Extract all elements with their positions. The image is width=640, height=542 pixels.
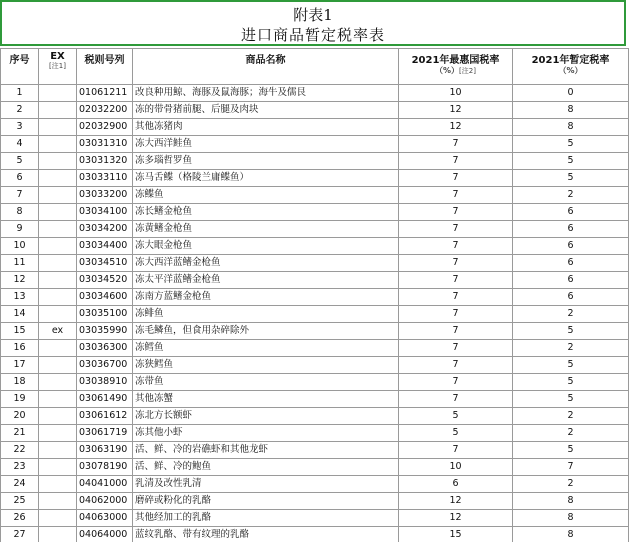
cell-name[interactable]: 冻大西洋鲑鱼 bbox=[133, 136, 399, 153]
cell-name[interactable]: 冻南方蓝鳍金枪鱼 bbox=[133, 289, 399, 306]
cell-code[interactable]: 03034200 bbox=[77, 221, 133, 238]
table-row bbox=[1, 391, 629, 408]
cell-temp-rate[interactable]: 6 bbox=[513, 238, 629, 255]
cell-temp-rate[interactable]: 6 bbox=[513, 255, 629, 272]
cell-temp-rate[interactable]: 2 bbox=[513, 306, 629, 323]
cell-name[interactable]: 冻大眼金枪鱼 bbox=[133, 238, 399, 255]
cell-seq[interactable]: 16 bbox=[1, 340, 39, 357]
cell-mfn-rate[interactable]: 7 bbox=[399, 374, 513, 391]
cell-temp-rate[interactable]: 8 bbox=[513, 493, 629, 510]
cell-temp-rate[interactable]: 2 bbox=[513, 340, 629, 357]
cell-mfn-rate[interactable]: 12 bbox=[399, 119, 513, 136]
cell-code[interactable]: 03031310 bbox=[77, 136, 133, 153]
table-row bbox=[1, 527, 629, 542]
cell-seq[interactable]: 6 bbox=[1, 170, 39, 187]
cell-seq[interactable]: 12 bbox=[1, 272, 39, 289]
cell-ex[interactable] bbox=[39, 408, 77, 425]
cell-ex[interactable] bbox=[39, 391, 77, 408]
cell-temp-rate[interactable]: 5 bbox=[513, 357, 629, 374]
table-row bbox=[1, 272, 629, 289]
cell-seq[interactable]: 18 bbox=[1, 374, 39, 391]
cell-temp-rate[interactable]: 7 bbox=[513, 459, 629, 476]
cell-name[interactable]: 磨碎或粉化的乳酪 bbox=[133, 493, 399, 510]
cell-code[interactable]: 03034100 bbox=[77, 204, 133, 221]
cell-seq[interactable]: 14 bbox=[1, 306, 39, 323]
cell-ex[interactable] bbox=[39, 204, 77, 221]
cell-code[interactable]: 03033200 bbox=[77, 187, 133, 204]
cell-code[interactable]: 03078190 bbox=[77, 459, 133, 476]
cell-temp-rate[interactable]: 6 bbox=[513, 272, 629, 289]
cell-code[interactable]: 03061612 bbox=[77, 408, 133, 425]
cell-ex[interactable] bbox=[39, 136, 77, 153]
table-row bbox=[1, 442, 629, 459]
cell-name[interactable]: 冻马舌鲽（格陵兰庸鲽鱼） bbox=[133, 170, 399, 187]
cell-seq[interactable]: 9 bbox=[1, 221, 39, 238]
cell-temp-rate[interactable]: 8 bbox=[513, 527, 629, 542]
cell-mfn-rate[interactable]: 7 bbox=[399, 391, 513, 408]
cell-code[interactable]: 03034520 bbox=[77, 272, 133, 289]
cell-seq[interactable]: 22 bbox=[1, 442, 39, 459]
cell-name[interactable]: 活、鲜、冷的鲍鱼 bbox=[133, 459, 399, 476]
cell-mfn-rate[interactable]: 15 bbox=[399, 527, 513, 542]
table-row bbox=[1, 374, 629, 391]
cell-seq[interactable]: 1 bbox=[1, 85, 39, 102]
cell-code[interactable]: 04064000 bbox=[77, 527, 133, 542]
cell-ex[interactable] bbox=[39, 170, 77, 187]
cell-name[interactable]: 冻鳕鱼 bbox=[133, 340, 399, 357]
cell-mfn-rate[interactable]: 7 bbox=[399, 289, 513, 306]
cell-mfn-rate[interactable]: 10 bbox=[399, 85, 513, 102]
cell-seq[interactable]: 21 bbox=[1, 425, 39, 442]
table-row bbox=[1, 476, 629, 493]
cell-mfn-rate[interactable]: 7 bbox=[399, 187, 513, 204]
cell-temp-rate[interactable]: 2 bbox=[513, 425, 629, 442]
cell-code[interactable]: 03034510 bbox=[77, 255, 133, 272]
cell-ex[interactable] bbox=[39, 153, 77, 170]
header-code[interactable]: 税则号列 bbox=[77, 49, 133, 85]
cell-name[interactable]: 乳清及改性乳清 bbox=[133, 476, 399, 493]
cell-seq[interactable]: 20 bbox=[1, 408, 39, 425]
cell-name[interactable]: 冻鲱鱼 bbox=[133, 306, 399, 323]
cell-code[interactable]: 04062000 bbox=[77, 493, 133, 510]
cell-temp-rate[interactable]: 8 bbox=[513, 119, 629, 136]
table-row bbox=[1, 102, 629, 119]
cell-code[interactable]: 04041000 bbox=[77, 476, 133, 493]
cell-mfn-rate[interactable]: 7 bbox=[399, 255, 513, 272]
cell-name[interactable]: 冻的带骨猪前腿、后腿及肉块 bbox=[133, 102, 399, 119]
cell-ex[interactable] bbox=[39, 255, 77, 272]
cell-ex[interactable] bbox=[39, 476, 77, 493]
cell-seq[interactable]: 25 bbox=[1, 493, 39, 510]
table-row bbox=[1, 170, 629, 187]
table-row bbox=[1, 493, 629, 510]
header-ex-note: [注1] bbox=[49, 62, 66, 70]
cell-name[interactable]: 冻狭鳕鱼 bbox=[133, 357, 399, 374]
cell-mfn-rate[interactable]: 7 bbox=[399, 136, 513, 153]
table-row bbox=[1, 204, 629, 221]
cell-ex[interactable] bbox=[39, 493, 77, 510]
cell-seq[interactable]: 27 bbox=[1, 527, 39, 542]
table-row bbox=[1, 119, 629, 136]
cell-name[interactable]: 冻北方长额虾 bbox=[133, 408, 399, 425]
cell-temp-rate[interactable]: 8 bbox=[513, 510, 629, 527]
cell-name[interactable]: 冻鲽鱼 bbox=[133, 187, 399, 204]
cell-mfn-rate[interactable]: 7 bbox=[399, 204, 513, 221]
cell-name[interactable]: 活、鲜、冷的岩礁虾和其他龙虾 bbox=[133, 442, 399, 459]
cell-seq[interactable]: 13 bbox=[1, 289, 39, 306]
cell-mfn-rate[interactable]: 12 bbox=[399, 493, 513, 510]
cell-seq[interactable]: 2 bbox=[1, 102, 39, 119]
table-row bbox=[1, 340, 629, 357]
table-row bbox=[1, 153, 629, 170]
cell-mfn-rate[interactable]: 10 bbox=[399, 459, 513, 476]
cell-temp-rate[interactable]: 5 bbox=[513, 374, 629, 391]
cell-temp-rate[interactable]: 6 bbox=[513, 221, 629, 238]
table-row bbox=[1, 187, 629, 204]
cell-code[interactable]: 03035100 bbox=[77, 306, 133, 323]
cell-name[interactable]: 冻毛鳞鱼，但食用杂碎除外 bbox=[133, 323, 399, 340]
cell-mfn-rate[interactable]: 7 bbox=[399, 272, 513, 289]
cell-seq[interactable]: 26 bbox=[1, 510, 39, 527]
table-row bbox=[1, 459, 629, 476]
cell-mfn-rate[interactable]: 7 bbox=[399, 323, 513, 340]
cell-code[interactable]: 03061719 bbox=[77, 425, 133, 442]
cell-code[interactable]: 03036700 bbox=[77, 357, 133, 374]
table-row bbox=[1, 136, 629, 153]
header-row bbox=[1, 49, 629, 85]
cell-mfn-rate[interactable]: 12 bbox=[399, 102, 513, 119]
cell-name[interactable]: 其他经加工的乳酪 bbox=[133, 510, 399, 527]
table-row bbox=[1, 357, 629, 374]
cell-seq[interactable]: 24 bbox=[1, 476, 39, 493]
table-row bbox=[1, 425, 629, 442]
cell-ex[interactable] bbox=[39, 374, 77, 391]
cell-code[interactable]: 03038910 bbox=[77, 374, 133, 391]
cell-temp-rate[interactable]: 0 bbox=[513, 85, 629, 102]
cell-seq[interactable]: 3 bbox=[1, 119, 39, 136]
cell-temp-rate[interactable]: 5 bbox=[513, 442, 629, 459]
header-mfn-unit: （%）[注2] bbox=[435, 66, 476, 75]
cell-temp-rate[interactable]: 5 bbox=[513, 391, 629, 408]
cell-code[interactable]: 03034600 bbox=[77, 289, 133, 306]
cell-code[interactable]: 03063190 bbox=[77, 442, 133, 459]
header-ex[interactable]: EX [注1] bbox=[39, 49, 77, 85]
cell-seq[interactable]: 19 bbox=[1, 391, 39, 408]
cell-seq[interactable]: 4 bbox=[1, 136, 39, 153]
cell-temp-rate[interactable]: 6 bbox=[513, 289, 629, 306]
cell-temp-rate[interactable]: 6 bbox=[513, 204, 629, 221]
appendix-title: 附表1 bbox=[293, 6, 333, 24]
cell-ex[interactable] bbox=[39, 187, 77, 204]
cell-ex[interactable]: ex bbox=[39, 323, 77, 340]
cell-ex[interactable] bbox=[39, 272, 77, 289]
cell-ex[interactable] bbox=[39, 306, 77, 323]
cell-mfn-rate[interactable]: 7 bbox=[399, 306, 513, 323]
cell-name[interactable]: 冻黄鳍金枪鱼 bbox=[133, 221, 399, 238]
header-name[interactable]: 商品名称 bbox=[133, 49, 399, 85]
title-cell[interactable] bbox=[0, 0, 626, 46]
cell-code[interactable]: 03036300 bbox=[77, 340, 133, 357]
cell-mfn-rate[interactable]: 7 bbox=[399, 238, 513, 255]
cell-mfn-rate[interactable]: 7 bbox=[399, 357, 513, 374]
cell-ex[interactable] bbox=[39, 119, 77, 136]
cell-seq[interactable]: 5 bbox=[1, 153, 39, 170]
cell-ex[interactable] bbox=[39, 459, 77, 476]
cell-seq[interactable]: 7 bbox=[1, 187, 39, 204]
cell-mfn-rate[interactable]: 7 bbox=[399, 442, 513, 459]
cell-code[interactable]: 04063000 bbox=[77, 510, 133, 527]
cell-seq[interactable]: 15 bbox=[1, 323, 39, 340]
cell-temp-rate[interactable]: 2 bbox=[513, 408, 629, 425]
cell-name[interactable]: 蓝纹乳酪、带有纹理的乳酪 bbox=[133, 527, 399, 542]
table-row bbox=[1, 289, 629, 306]
cell-ex[interactable] bbox=[39, 340, 77, 357]
cell-mfn-rate[interactable]: 7 bbox=[399, 153, 513, 170]
table-title: 进口商品暂定税率表 bbox=[240, 26, 385, 44]
cell-code[interactable]: 03031320 bbox=[77, 153, 133, 170]
cell-temp-rate[interactable]: 2 bbox=[513, 476, 629, 493]
cell-ex[interactable] bbox=[39, 527, 77, 542]
cell-code[interactable]: 01061211 bbox=[77, 85, 133, 102]
cell-name[interactable]: 冻带鱼 bbox=[133, 374, 399, 391]
cell-mfn-rate[interactable]: 12 bbox=[399, 510, 513, 527]
table-row bbox=[1, 221, 629, 238]
cell-ex[interactable] bbox=[39, 238, 77, 255]
cell-ex[interactable] bbox=[39, 510, 77, 527]
cell-name[interactable]: 冻多瑙哲罗鱼 bbox=[133, 153, 399, 170]
cell-ex[interactable] bbox=[39, 221, 77, 238]
cell-temp-rate[interactable]: 2 bbox=[513, 187, 629, 204]
table-row bbox=[1, 408, 629, 425]
cell-seq[interactable]: 17 bbox=[1, 357, 39, 374]
cell-name[interactable]: 其他冻猪肉 bbox=[133, 119, 399, 136]
cell-temp-rate[interactable]: 5 bbox=[513, 153, 629, 170]
cell-name[interactable]: 其他冻蟹 bbox=[133, 391, 399, 408]
cell-temp-rate[interactable]: 5 bbox=[513, 323, 629, 340]
cell-name[interactable]: 冻其他小虾 bbox=[133, 425, 399, 442]
cell-ex[interactable] bbox=[39, 102, 77, 119]
cell-ex[interactable] bbox=[39, 85, 77, 102]
cell-code[interactable]: 03034400 bbox=[77, 238, 133, 255]
cell-ex[interactable] bbox=[39, 289, 77, 306]
cell-mfn-rate[interactable]: 5 bbox=[399, 408, 513, 425]
cell-code[interactable]: 03061490 bbox=[77, 391, 133, 408]
cell-code[interactable]: 02032900 bbox=[77, 119, 133, 136]
cell-seq[interactable]: 23 bbox=[1, 459, 39, 476]
cell-ex[interactable] bbox=[39, 425, 77, 442]
table-row bbox=[1, 510, 629, 527]
cell-code[interactable]: 03035990 bbox=[77, 323, 133, 340]
cell-ex[interactable] bbox=[39, 442, 77, 459]
cell-temp-rate[interactable]: 5 bbox=[513, 136, 629, 153]
cell-code[interactable]: 02032200 bbox=[77, 102, 133, 119]
cell-name[interactable]: 冻长鳍金枪鱼 bbox=[133, 204, 399, 221]
table-row bbox=[1, 306, 629, 323]
cell-mfn-rate[interactable]: 5 bbox=[399, 425, 513, 442]
cell-mfn-rate[interactable]: 7 bbox=[399, 170, 513, 187]
cell-name[interactable]: 冻太平洋蓝鳍金枪鱼 bbox=[133, 272, 399, 289]
header-tmp-unit: （%） bbox=[558, 66, 583, 75]
cell-name[interactable]: 改良种用鲸、海豚及鼠海豚；海牛及儒艮 bbox=[133, 85, 399, 102]
cell-mfn-rate[interactable]: 7 bbox=[399, 340, 513, 357]
table-row bbox=[1, 85, 629, 102]
table-row bbox=[1, 255, 629, 272]
cell-mfn-rate[interactable]: 7 bbox=[399, 221, 513, 238]
header-seq[interactable]: 序号 bbox=[1, 49, 39, 85]
header-mfn[interactable]: 2021年最惠国税率 （%）[注2] bbox=[399, 49, 513, 85]
cell-mfn-rate[interactable]: 6 bbox=[399, 476, 513, 493]
table-row bbox=[1, 238, 629, 255]
cell-seq[interactable]: 8 bbox=[1, 204, 39, 221]
cell-seq[interactable]: 10 bbox=[1, 238, 39, 255]
cell-temp-rate[interactable]: 5 bbox=[513, 170, 629, 187]
header-tmp[interactable]: 2021年暂定税率 （%） bbox=[513, 49, 629, 85]
cell-ex[interactable] bbox=[39, 357, 77, 374]
cell-name[interactable]: 冻大西洋蓝鳍金枪鱼 bbox=[133, 255, 399, 272]
tariff-table bbox=[0, 48, 629, 542]
cell-temp-rate[interactable]: 8 bbox=[513, 102, 629, 119]
cell-code[interactable]: 03033110 bbox=[77, 170, 133, 187]
table-row bbox=[1, 323, 629, 340]
cell-seq[interactable]: 11 bbox=[1, 255, 39, 272]
